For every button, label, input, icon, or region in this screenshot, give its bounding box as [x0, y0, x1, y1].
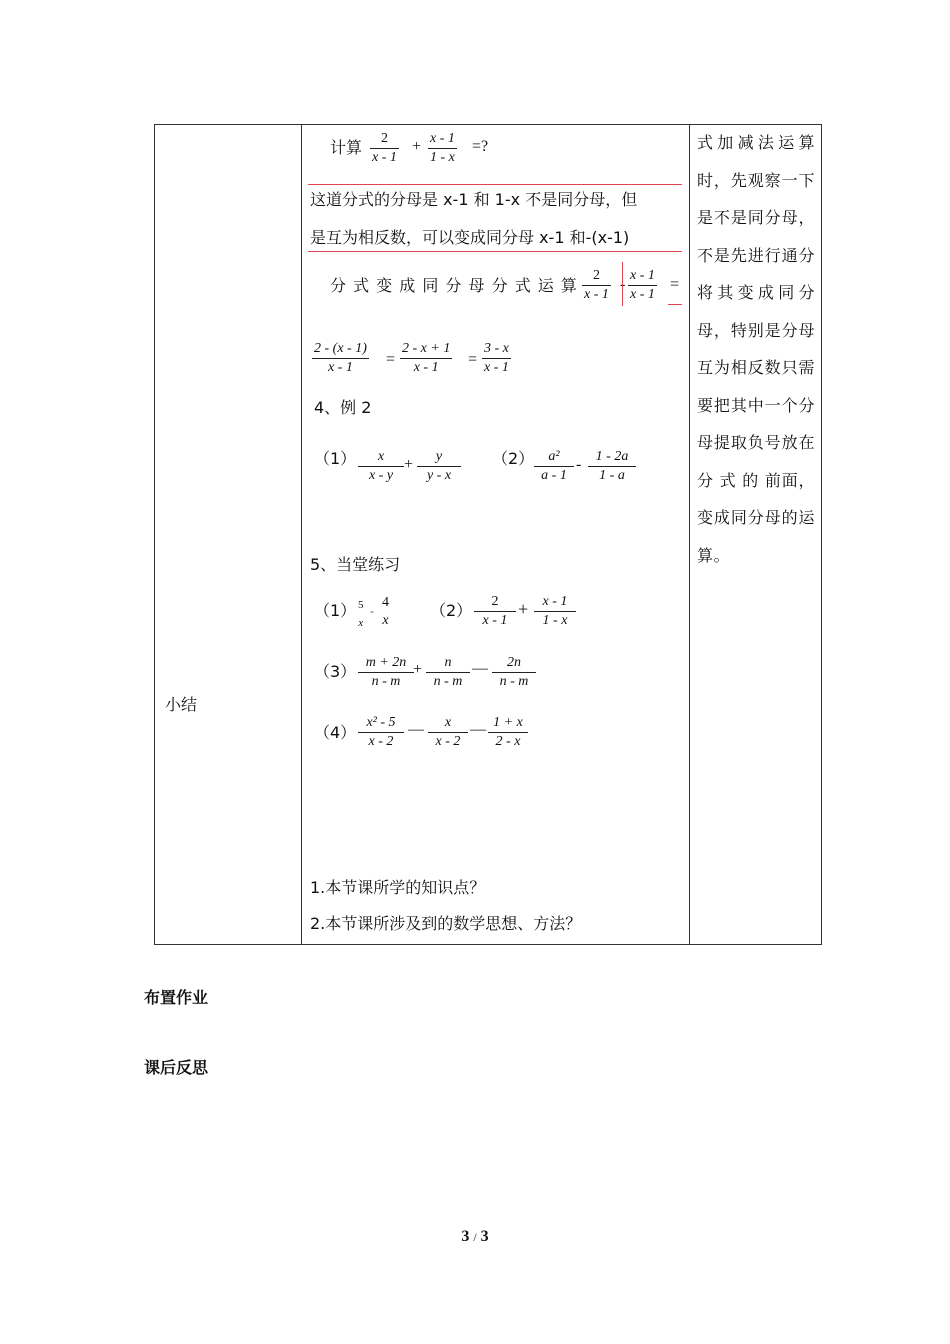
heading-reflection: 课后反思 — [144, 1058, 209, 1077]
problem-label: （2） — [492, 449, 535, 468]
fraction: 1 + x 2 - x — [488, 714, 528, 751]
fraction: 2 x - 1 — [474, 593, 516, 630]
problem-label: （1） — [314, 449, 357, 468]
column-divider — [301, 124, 302, 945]
operator: - — [370, 604, 374, 618]
fraction: 2 x - 1 — [372, 131, 397, 165]
fraction: a² a - 1 — [534, 448, 574, 485]
red-annotation-line — [308, 251, 682, 252]
fraction: n n - m — [426, 654, 470, 691]
fraction: y y - x — [417, 448, 461, 485]
fraction: x x - y — [358, 448, 404, 485]
fraction: 5 x — [358, 599, 364, 629]
heading-homework: 布置作业 — [144, 988, 209, 1007]
fraction: 2n n - m — [492, 654, 536, 691]
transform-label: 分 式 变 成 同 分 母 分 式 运 算 — [330, 276, 578, 295]
fraction: x - 1 x - 1 — [630, 268, 655, 302]
practice-title: 5、当堂练习 — [310, 555, 401, 574]
operator: = — [468, 351, 478, 368]
section-label-summary: 小结 — [165, 695, 198, 714]
operator: =? — [472, 138, 489, 155]
operator: - — [576, 456, 582, 473]
example-title: 4、例 2 — [314, 398, 372, 417]
operator: + — [412, 138, 422, 155]
fraction: m + 2n n - m — [358, 654, 414, 691]
fraction: x - 1 1 - x — [430, 131, 455, 165]
fraction: 2 - x + 1 x - 1 — [402, 341, 451, 375]
operator: = — [670, 276, 680, 293]
problem-label: （1） — [314, 601, 357, 620]
fraction: 1 - 2a 1 - a — [588, 448, 636, 485]
red-bracket — [622, 262, 625, 306]
fraction: 3 - x x - 1 — [484, 341, 509, 375]
summary-question: 1.本节课所学的知识点？ — [310, 878, 486, 897]
operator: — — [470, 721, 486, 738]
calc-label: 计算 — [330, 138, 363, 157]
operator: - — [620, 276, 626, 293]
explanation-line: 这道分式的分母是 x-1 和 1-x 不是同分母，但 — [310, 190, 638, 209]
problem-label: （4） — [314, 723, 357, 742]
fraction: x² - 5 x - 2 — [358, 714, 404, 751]
operator: — — [472, 660, 488, 677]
operator: + — [413, 661, 423, 678]
summary-question: 2.本节课所涉及到的数学思想、方法？ — [310, 914, 582, 933]
fraction: 4 x — [382, 595, 389, 628]
fraction: x - 1 1 - x — [534, 593, 576, 630]
operator: + — [404, 456, 414, 473]
red-annotation-line — [668, 304, 682, 305]
operator: + — [518, 599, 529, 619]
problem-label: （3） — [314, 662, 357, 681]
column-divider — [689, 124, 690, 945]
problem-label: （2） — [430, 601, 473, 620]
fraction: 2 x - 1 — [584, 268, 609, 302]
page-number: 3 / 3 — [461, 1228, 489, 1245]
fraction: 2 - (x - 1) x - 1 — [314, 341, 367, 375]
fraction: x x - 2 — [428, 714, 468, 751]
explanation-line: 是互为相反数，可以变成同分母 x-1 和-(x-1) — [310, 228, 630, 247]
operator: — — [408, 721, 424, 738]
operator: = — [386, 351, 396, 368]
teaching-note: 式加减法运算时，先观察一下是不是同分母，不是先进行通分将其变成同分母，特别是分母互为相反数只需要把其中一个分母提取负号放在 分 式 的 前面，变成同分母的运算。 — [697, 133, 815, 565]
